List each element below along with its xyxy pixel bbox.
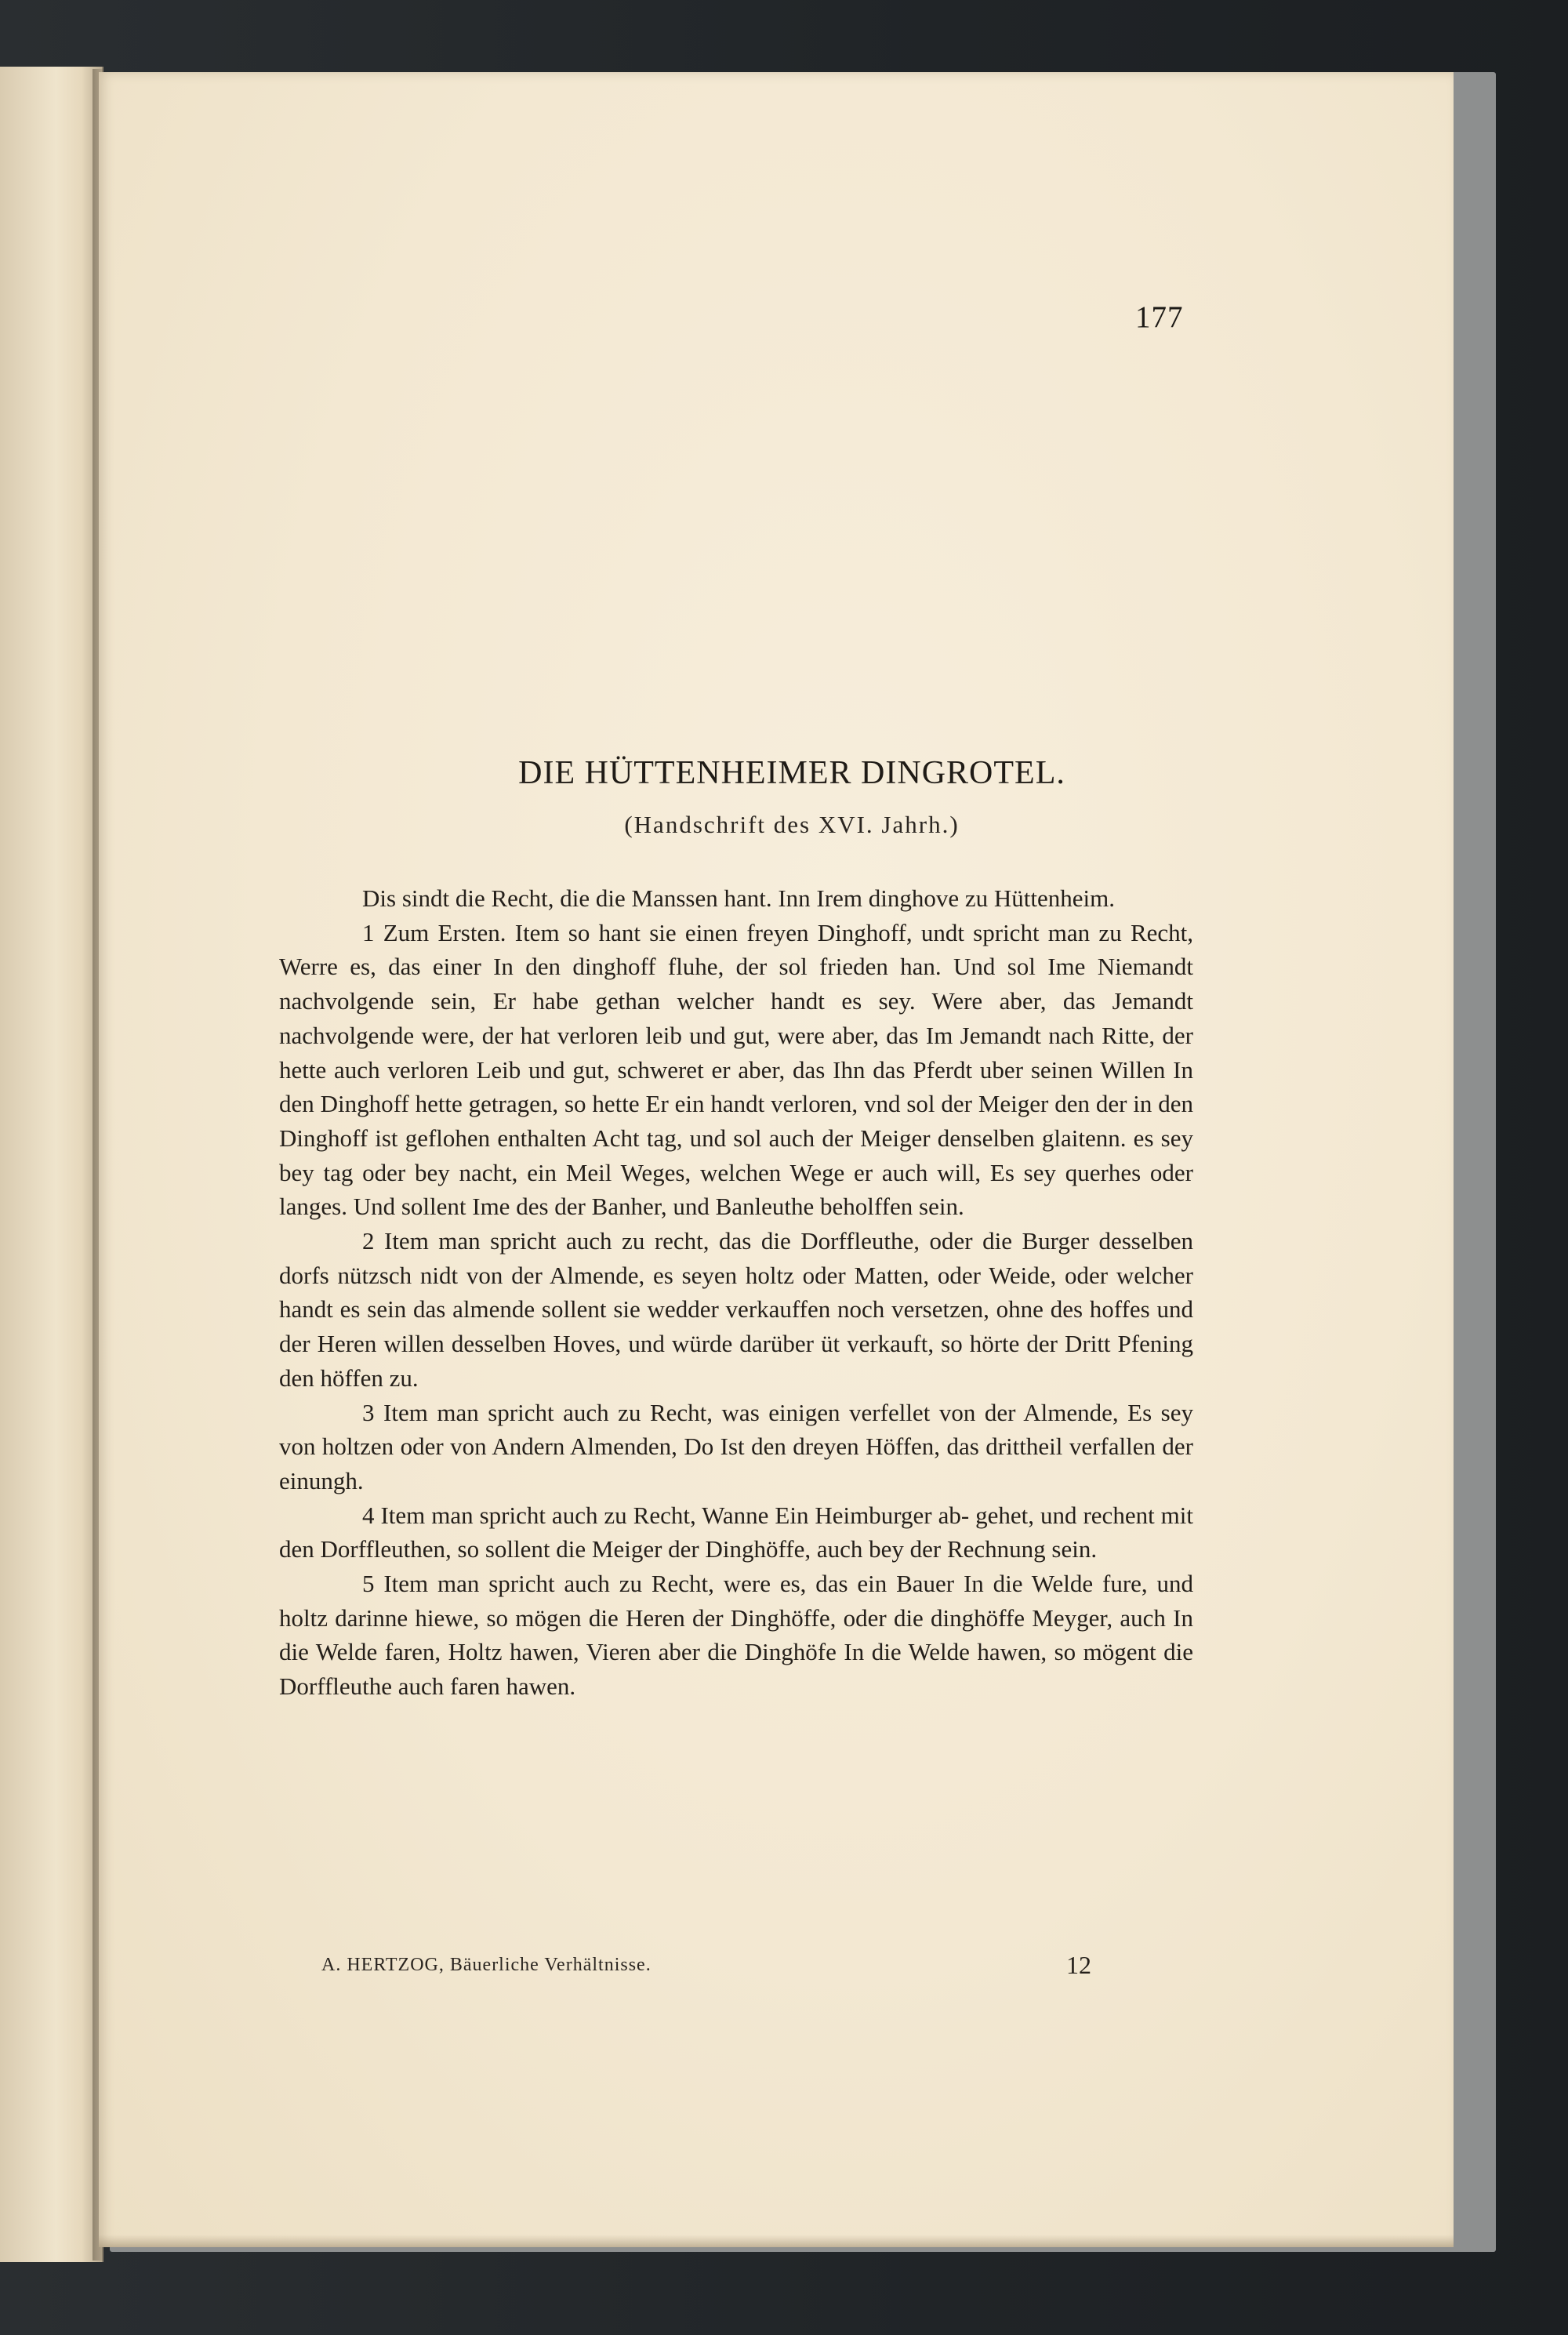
facing-page-edge <box>0 67 103 2262</box>
page-number: 177 <box>1135 300 1184 334</box>
paragraph-article-5: 5 Item man spricht auch zu Recht, were es, das ein Bauer In die Welde fure, und holtz darinne hiewe, so mögen die Heren der Dinghöffe, oder die dinghöffe Meyger, auch In die Welde faren, Holtz hawen, Vieren aber die Dinghöfe In die Welde hawen, so mögent die Dorffleuthe auch faren hawen. <box>279 1570 1193 1701</box>
paragraph-article-3: 3 Item man spricht auch zu Recht, was einigen verfellet von der Almende, Es sey von holtzen oder von Andern Almenden, Do Ist den dreyen Höffen, das drittheil verfallen der einungh. <box>279 1398 1193 1494</box>
document-title: DIE HÜTTENHEIMER DINGROTEL. <box>518 755 1065 791</box>
page-bottom-shadow <box>99 2235 1454 2247</box>
printer-signature: A. HERTZOG, Bäuerliche Verhältnisse. <box>321 1955 652 1975</box>
document-subtitle: (Handschrift des XVI. Jahrh.) <box>624 811 960 838</box>
paragraph-article-2: 2 Item man spricht auch zu recht, das die Dorffleuthe, oder die Burger desselben dorfs nützsch nidt von der Almende, es seyen holtz oder Matten, oder Weide, oder welcher handt es sein das almende sollent sie wedder verkauffen noch versetzen, ohne des hoffes und der Heren willen desselben Hoves, und würde darüber üt verkauft, so hörte der Dritt Pfening den höffen zu. <box>279 1227 1193 1392</box>
paragraph-article-4: 4 Item man spricht auch zu Recht, Wanne Ein Heimburger ab- gehet, und rechent mit den Dorffleuthen, so sollent die Meiger der Dinghöffe, auch bey der Rechnung sein. <box>279 1501 1193 1563</box>
body-text <box>279 881 1193 1704</box>
signature-number: 12 <box>1066 1951 1091 1979</box>
paragraph-article-1: 1 Zum Ersten. Item so hant sie einen freyen Dinghoff, undt spricht man zu Recht, Werre es, das einer In den dinghoff fluhe, der sol frieden han. Und sol Ime Niemandt nachvolgende sein, Er habe gethan welcher handt es sey. Were aber, das Jemandt nachvolgende were, der hat verloren leib und gut, were aber, das Im Jemandt nach Ritte, der hette auch verloren Leib und gut, schweret er aber, das Ihn das Pferdt uber seinen Willen In den Dinghoff hette getragen, so hette Er ein handt verloren, vnd sol der Meiger den der in den Dinghoff ist geflohen enthalten Acht tag, und sol auch der Meiger denselben glaitenn. es sey bey tag oder bey nacht, ein Meil Weges, welchen Wege er auch will, Es sey querhes oder langes. Und sollent Ime des der Banher, und Banleuthe beholffen sein. <box>279 918 1193 1221</box>
paragraph-intro: Dis sindt die Recht, die die Manssen hant. Inn Irem dinghove zu Hüttenheim. <box>362 884 1115 912</box>
